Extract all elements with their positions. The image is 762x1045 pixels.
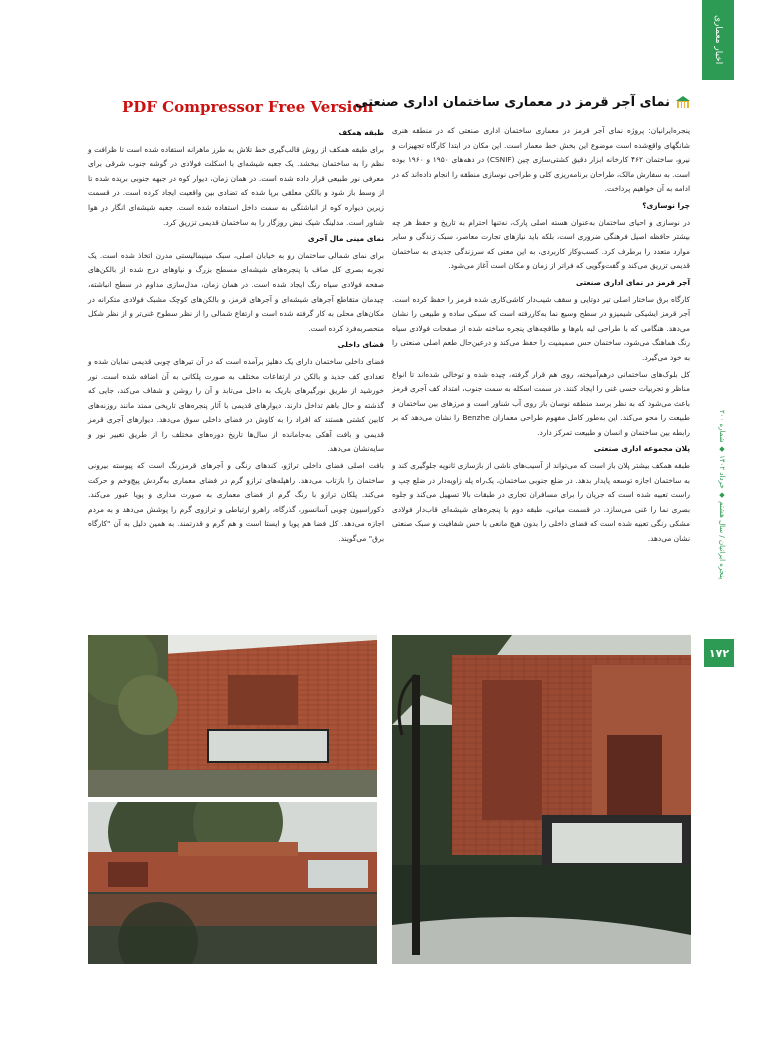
subheading: آجر قرمز در نمای اداری صنعتی xyxy=(576,277,690,287)
article-title: نمای آجر قرمز در معماری ساختمان اداری صنعتی xyxy=(355,94,670,110)
subheading: فضای داخلی xyxy=(337,340,384,350)
paragraph: بافت اصلی فضای داخلی تراژو، کندهای رنگی و آجرهای قرمزرنگ است که پیوسته بیرونی ساختمان را بازتاب می‌دهد. راهپله‌های ترازو گرم در فضای معماری به‌گردش پیچ‌وخم و حرکت می‌کند. پلکان ترازو با رنگ گرم از فضای معماری به صورت مداری و پویا عبور می‌کند. دکوراسیون چوبی آسانسور، گذرگاه، راهرو ارتباطی و ترازوی گرم را پوشش می‌دهد و به مردم اجازه می‌دهد. کل فضا هم پویا و ایستا است و هم گرم و قدرتمند. به همین دلیل به آن "کارگاه برق" می‌گویند. xyxy=(88,461,384,544)
folio-line: پنجره ایرانیان / سال هشتم ◆ خرداد ۱۴۰۲ ◆ شماره ۲۰۰ xyxy=(718,410,726,580)
building-icon xyxy=(676,95,690,109)
right-column xyxy=(392,124,690,549)
subheading: نمای مینی مال آجری xyxy=(307,234,384,244)
subheading: طبقه همکف xyxy=(338,128,384,137)
article-header xyxy=(355,90,690,114)
section-tab xyxy=(702,0,734,80)
paragraph: برای نمای شمالی ساختمان رو به خیابان اصلی، سبک مینیمالیستی مدرن اتخاذ شده است. یک تجربه بصری کل صاف با پنجره‌های شیشه‌ای مسطح بزرگ و نیاوهای درج شده از بالکن‌های صفحه فولادی سیاه رنگ ایجاد شده است. در همان زمان، مدل‌سازی مداوم در سطح انباشته، چیدمان متقاطع آجرهای شیشه‌ای و آجرهای قرمز، و بالکن‌های کوچک مشبک فولادی متکرانه در مکان‌های محلی به کار گرفته شده است و ارتفاع شمالی را از نظر سطوح غنی‌تر و از نظر شکل منحصربه‌فرد کرده است. xyxy=(88,250,384,333)
left-column xyxy=(88,124,384,549)
courtyard-photo xyxy=(88,635,377,797)
paragraph: فضای داخلی ساختمان دارای یک دهلیز برآمده است که در آن تیرهای چوبی قدیمی نمایان شده و تعدادی کف جدید و بالکن در ارتفاعات مختلف به صورت پلکانی به آن اضافه شده است. نور خورشید از طریق نورگیرهای باریک به داخل می‌تابد و آن را روشن و شفاف می‌کند، جایی که گذشته و حال باهم تداخل دارند. دیوارهای قدیمی با آثار پنجره‌های تاریخی ممتد مانند روزنه‌های کابین کشتی هستند که افراد را به کاوش در فضای داخلی سوق می‌دهد. دیوارهای آجری قرمز قدیمی و بافت آهکی به‌جامانده از سال‌ها تاریخ دوره‌های مختلف را از طریق تغییر نور و سایه‌نشان می‌دهد. xyxy=(88,356,384,454)
compressor-watermark: PDF Compressor Free Version xyxy=(122,98,374,116)
paragraph: کارگاه برق ساختار اصلی تیر دوتایی و سقف شیب‌دار کاشی‌کاری شده قرمز را حفظ کرده است. آجر قرمز ایشیکی شیمیزو در سطح وسیع نما به‌کاررفته است که سبکی ساده و طبیعی را نشان می‌دهد. هنگامی که با طراحی لبه بام‌ها و طاقچه‌های پنجره ساخته شده از صفحات فولادی سیاه رنگ هماهنگ می‌شود، ساختمان حس صمیمیت را حفظ می‌کند و درعین‌حال طعم اصلی صنعتی را به خود می‌گیرد. xyxy=(392,294,690,362)
paragraph: در نوسازی و احیای ساختمان به‌عنوان هسته اصلی پارک، نه‌تنها احترام به تاریخ و حفظ هر چه بیشتر حافظه اصیل فرهنگی ضروری است، بلکه باید نیازهای تجارت معاصر، سبک زندگی و سایر موارد متعدد را برطرف کرد. کسب‌وکار کاربردی، به این معنی که سرزندگی جدیدی به ساختمان قدیمی تزریق می‌کند و گفت‌وگویی که فراتر از زمان و مکان است آغاز می‌شود. xyxy=(392,217,690,271)
subheading: پلان مجموعه اداری صنعتی xyxy=(593,444,690,454)
subheading: چرا نوسازی؟ xyxy=(642,200,690,210)
paragraph: کل بلوک‌های ساختمانی درهم‌آمیخته، روی هم قرار گرفته، چیده شده و توخالی شده‌اند تا انواع مناظر و تجربیات حسی غنی را ایجاد کنند. در سمت اسکله به سمت جنوب، امتداد کف آجری قرمز باعث می‌شود که به نظر برسد منطقه نوسان باز روی آب شناور است و مرزهای بین ساختمان و طبیعت را محو می‌کند. این به‌طور کامل مفهوم طراحی معماران Benzhe را نشان می‌دهد که بر رابطه بین ساختمان و انسان و طبیعت تمرکز دارد. xyxy=(392,369,690,437)
facade-photo xyxy=(392,635,691,964)
paragraph: برای طبقه همکف از روش قالب‌گیری خط تلاش به طرز ماهرانه استفاده شده است تا ظرافت و نظم را به ساختمان ببخشد. یک جعبه شیشه‌ای با اسکلت فولادی در گوشه جنوب شرقی برای معرفی نور طبیعی قرار داده شده است. در همان زمان، دیوار کوه در جبهه جنوبی بریده شده تا از وسط باز شود و بالکن معلقی برپا شده که تضادی بین واقعیت ایجاد کرده است. در قسمت زیرین دیواره کوه از انباشتگی به سمت داخل استفاده شده است. جعبه شیشه‌ای انگار در هوا شناور است. مدلینگ شیک نبض روزگار را به ساختمان قدیمی تزریق کرد. xyxy=(88,144,384,227)
paragraph: پنجره‌ایرانیان: پروژه نمای آجر قرمز در معماری ساختمان اداری صنعتی که در منطقه هنری شانگهای واقع‌شده است موضوع این بخش خط معمار است. این مکان در ابتدا کارگاه تجهیزات و نیرو، ساختمان ۴۶۲ کارخانه ابزار دقیق کشتی‌سازی چین (CSNIF) در دهه‌های ۱۹۵۰ و ۱۹۶۰ بوده است. به سفارش مالک، طراحان برنامه‌ریزی کلی و طراحی نوسازی منطقه را انجام داده‌اند که در ادامه به آن خواهیم پرداخت. xyxy=(392,126,690,194)
section-label: اخبار معماری xyxy=(713,15,723,65)
paragraph: طبقه همکف بیشتر پلان باز است که می‌تواند از آسیب‌های ناشی از بازسازی ثانویه جلوگیری کند و به ساختمان اجازه توسعه پایدار بدهد. در ضلع جنوبی ساختمان، یک‌راه پله زاویه‌دار در ضلع چپ و راست تعبیه شده است که جریان را برای مسافران تجاری در طبقات بالا تسهیل می‌کند و جلوه بصری نما را غنی می‌سازد. در قسمت میانی، طبقه دوم با پنجره‌های شیشه‌ای قاب‌دار فولادی مشکی رنگی تعبیه شده است که فضای داخلی را بدون هیچ مانعی با حس شفافیت و سبک صنعتی نشان می‌دهد. xyxy=(392,461,690,544)
page-number: ۱۷۲ xyxy=(704,639,734,667)
reflection-photo xyxy=(88,802,377,964)
